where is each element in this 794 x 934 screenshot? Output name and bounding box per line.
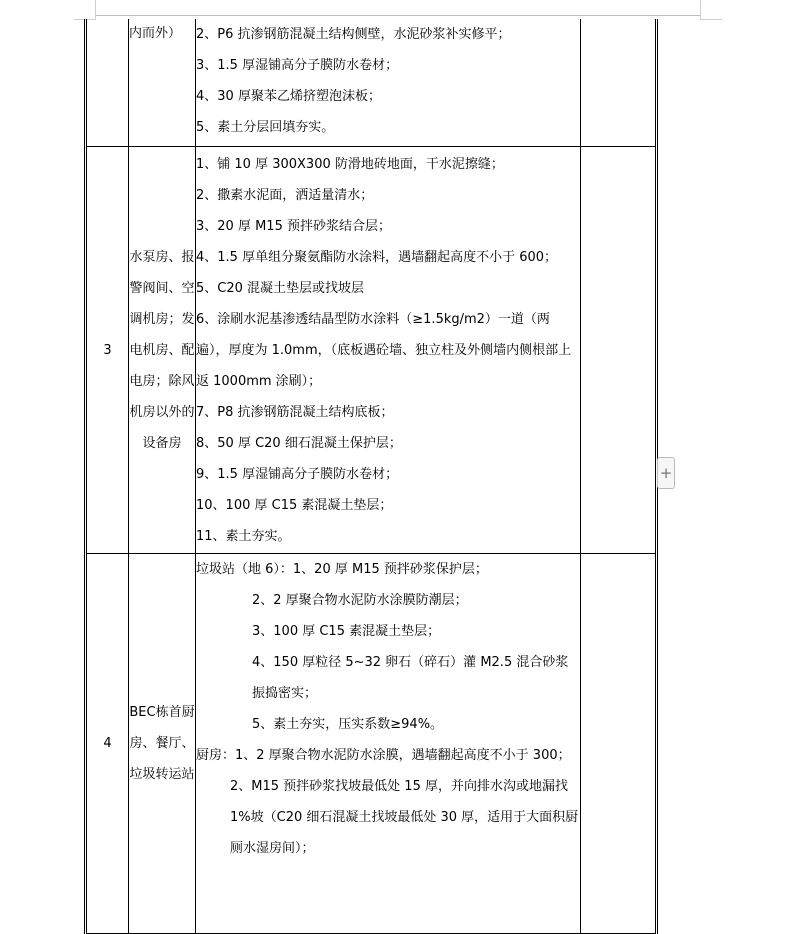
spec-line: 2、撒素水泥面，洒适量清水；: [196, 187, 374, 203]
spec-line: 4、1.5 厚单组分聚氨酯防水涂料，遇墙翻起高度不小于 600；: [196, 249, 558, 265]
spec-line: 7、P8 抗渗钢筋混凝土结构底板；: [196, 404, 394, 420]
spec-line: 垃圾站（地 6）：1、20 厚 M15 预拌砂浆保护层；: [196, 562, 488, 577]
spec-line: 11、素土夯实。: [196, 528, 291, 544]
add-icon[interactable]: +: [657, 457, 675, 489]
row-number: 4: [87, 554, 129, 934]
spec-line: 9、1.5 厚湿铺高分子膜防水卷材；: [196, 466, 399, 482]
spec-line: 8、50 厚 C20 细石混凝土保护层；: [196, 435, 402, 451]
spec-line: 2、2 厚聚合物水泥防水涂膜防潮层；: [252, 593, 468, 608]
location-text: 水泵房、报警阀间、空调机房；发电机房、配电房；除风机房以外的设备房: [129, 249, 195, 451]
remark-cell: [581, 554, 655, 934]
table-row: [87, 554, 655, 934]
table-row: [87, 19, 655, 147]
spec-cell: [196, 554, 581, 934]
location-cell: [129, 147, 196, 554]
location-cell: [129, 19, 196, 147]
spec-line: 6、涂刷水泥基渗透结晶型防水涂料（≥1.5kg/m2）一道（两遍），厚度为 1.0mm，（底板遇砼墙、独立柱及外侧墙内侧根部上返 1000mm 涂刷）；: [196, 311, 572, 389]
spec-line: 3、20 厚 M15 预拌砂浆结合层；: [196, 218, 391, 234]
location-cell: [129, 554, 196, 934]
remark-cell: [581, 147, 655, 554]
remark-cell: [581, 19, 655, 147]
spec-line: 5、C20 混凝土垫层或找坡层: [196, 280, 365, 296]
spec-line: 2、P6 抗渗钢筋混凝土结构侧壁，水泥砂浆补实修平；: [196, 27, 511, 42]
spec-line: 10、100 厚 C15 素混凝土垫层；: [196, 497, 393, 513]
spec-line: 3、1.5 厚湿铺高分子膜防水卷材；: [196, 58, 399, 73]
spec-line: 5、素土分层回填夯实。: [196, 120, 335, 135]
page-top-margin: [95, 0, 700, 16]
construction-spec-table: [84, 19, 658, 934]
table-row: [87, 147, 655, 554]
crop-mark-right: [700, 0, 722, 20]
row-number: [87, 19, 129, 147]
crop-mark-left: [74, 0, 96, 20]
spec-line: 3、100 厚 C15 素混凝土垫层；: [252, 624, 441, 639]
row-number: 3: [87, 147, 129, 554]
spec-line: 2、M15 预拌砂浆找坡最低处 15 厚，并向排水沟或地漏找 1%坡（C20 细石混凝土找坡最低处 30 厚，适用于大面积厨厕水湿房间）；: [230, 779, 579, 856]
spec-line: 4、30 厚聚苯乙烯挤塑泡沫板；: [196, 89, 381, 104]
spec-cell: [196, 147, 581, 554]
location-text: 内而外）: [129, 26, 182, 41]
spec-cell: [196, 19, 581, 147]
spec-line: 4、150 厚粒径 5~32 卵石（碎石）灌 M2.5 混合砂浆振捣密实；: [252, 655, 569, 701]
location-text: BEC栋首厨房、餐厅、垃圾转运站: [129, 705, 195, 782]
spec-line: 5、素土夯实，压实系数≥94%。: [252, 717, 444, 732]
spec-line: 厨房：1、2 厚聚合物水泥防水涂膜，遇墙翻起高度不小于 300；: [196, 748, 571, 763]
spec-line: 1、铺 10 厚 300X300 防滑地砖地面，干水泥擦缝；: [196, 156, 504, 172]
